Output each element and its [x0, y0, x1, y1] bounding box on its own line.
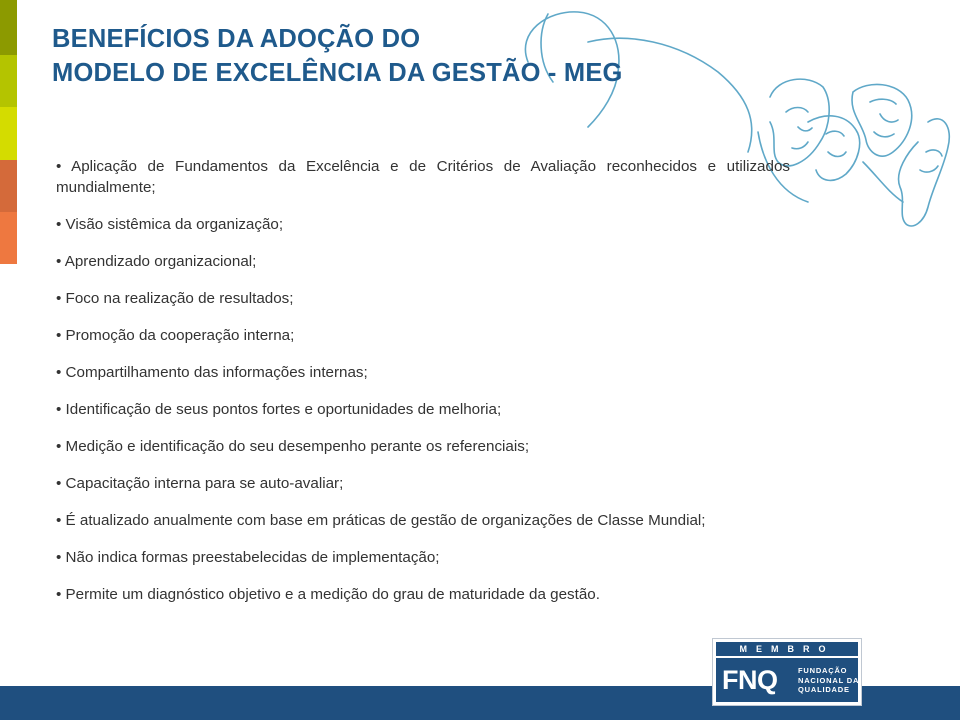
- logo-subtitle: [798, 666, 859, 695]
- logo-main-block: [716, 658, 858, 702]
- logo-member-label: MEMBRO: [716, 642, 858, 656]
- list-item: • Compartilhamento das informações internas;: [56, 364, 368, 381]
- list-item: • Aplicação de Fundamentos da Excelência e de Critérios de Avaliação reconhecidos e utilizados mundialmente;: [56, 158, 790, 196]
- title-line-2: MODELO DE EXCELÊNCIA DA GESTÃO - MEG: [52, 59, 623, 87]
- list-item: • Identificação de seus pontos fortes e oportunidades de melhoria;: [56, 401, 502, 418]
- list-item: • Foco na realização de resultados;: [56, 290, 294, 307]
- logo-subtitle-line-1: FUNDAÇÃO: [798, 666, 848, 675]
- logo-fnq-text: FNQ: [722, 665, 778, 695]
- title-line-1: BENEFÍCIOS DA ADOÇÃO DO: [52, 25, 421, 53]
- fnq-logo: [712, 638, 862, 706]
- logo-subtitle-line-3: QUALIDADE: [798, 685, 850, 694]
- page-title: [52, 22, 623, 90]
- list-item: • Visão sistêmica da organização;: [56, 216, 284, 233]
- stripe-4: [0, 160, 17, 212]
- stripe-2: [0, 55, 17, 107]
- stripe-1: [0, 0, 17, 55]
- stripe-5: [0, 212, 17, 264]
- logo-subtitle-line-2: NACIONAL DA: [798, 675, 860, 685]
- list-item: • Promoção da cooperação interna;: [56, 327, 295, 344]
- list-item: • Aprendizado organizacional;: [56, 253, 257, 270]
- list-item: • É atualizado anualmente com base em práticas de gestão de organizações de Classe Mundial;: [56, 512, 706, 529]
- list-item: • Medição e identificação do seu desempenho perante os referenciais;: [56, 438, 530, 455]
- list-item: • Permite um diagnóstico objetivo e a medição do grau de maturidade da gestão.: [56, 586, 600, 603]
- benefits-list: [56, 156, 790, 621]
- list-item: • Capacitação interna para se auto-avaliar;: [56, 475, 344, 492]
- stripe-3: [0, 107, 17, 160]
- list-item: • Não indica formas preestabelecidas de implementação;: [56, 549, 440, 566]
